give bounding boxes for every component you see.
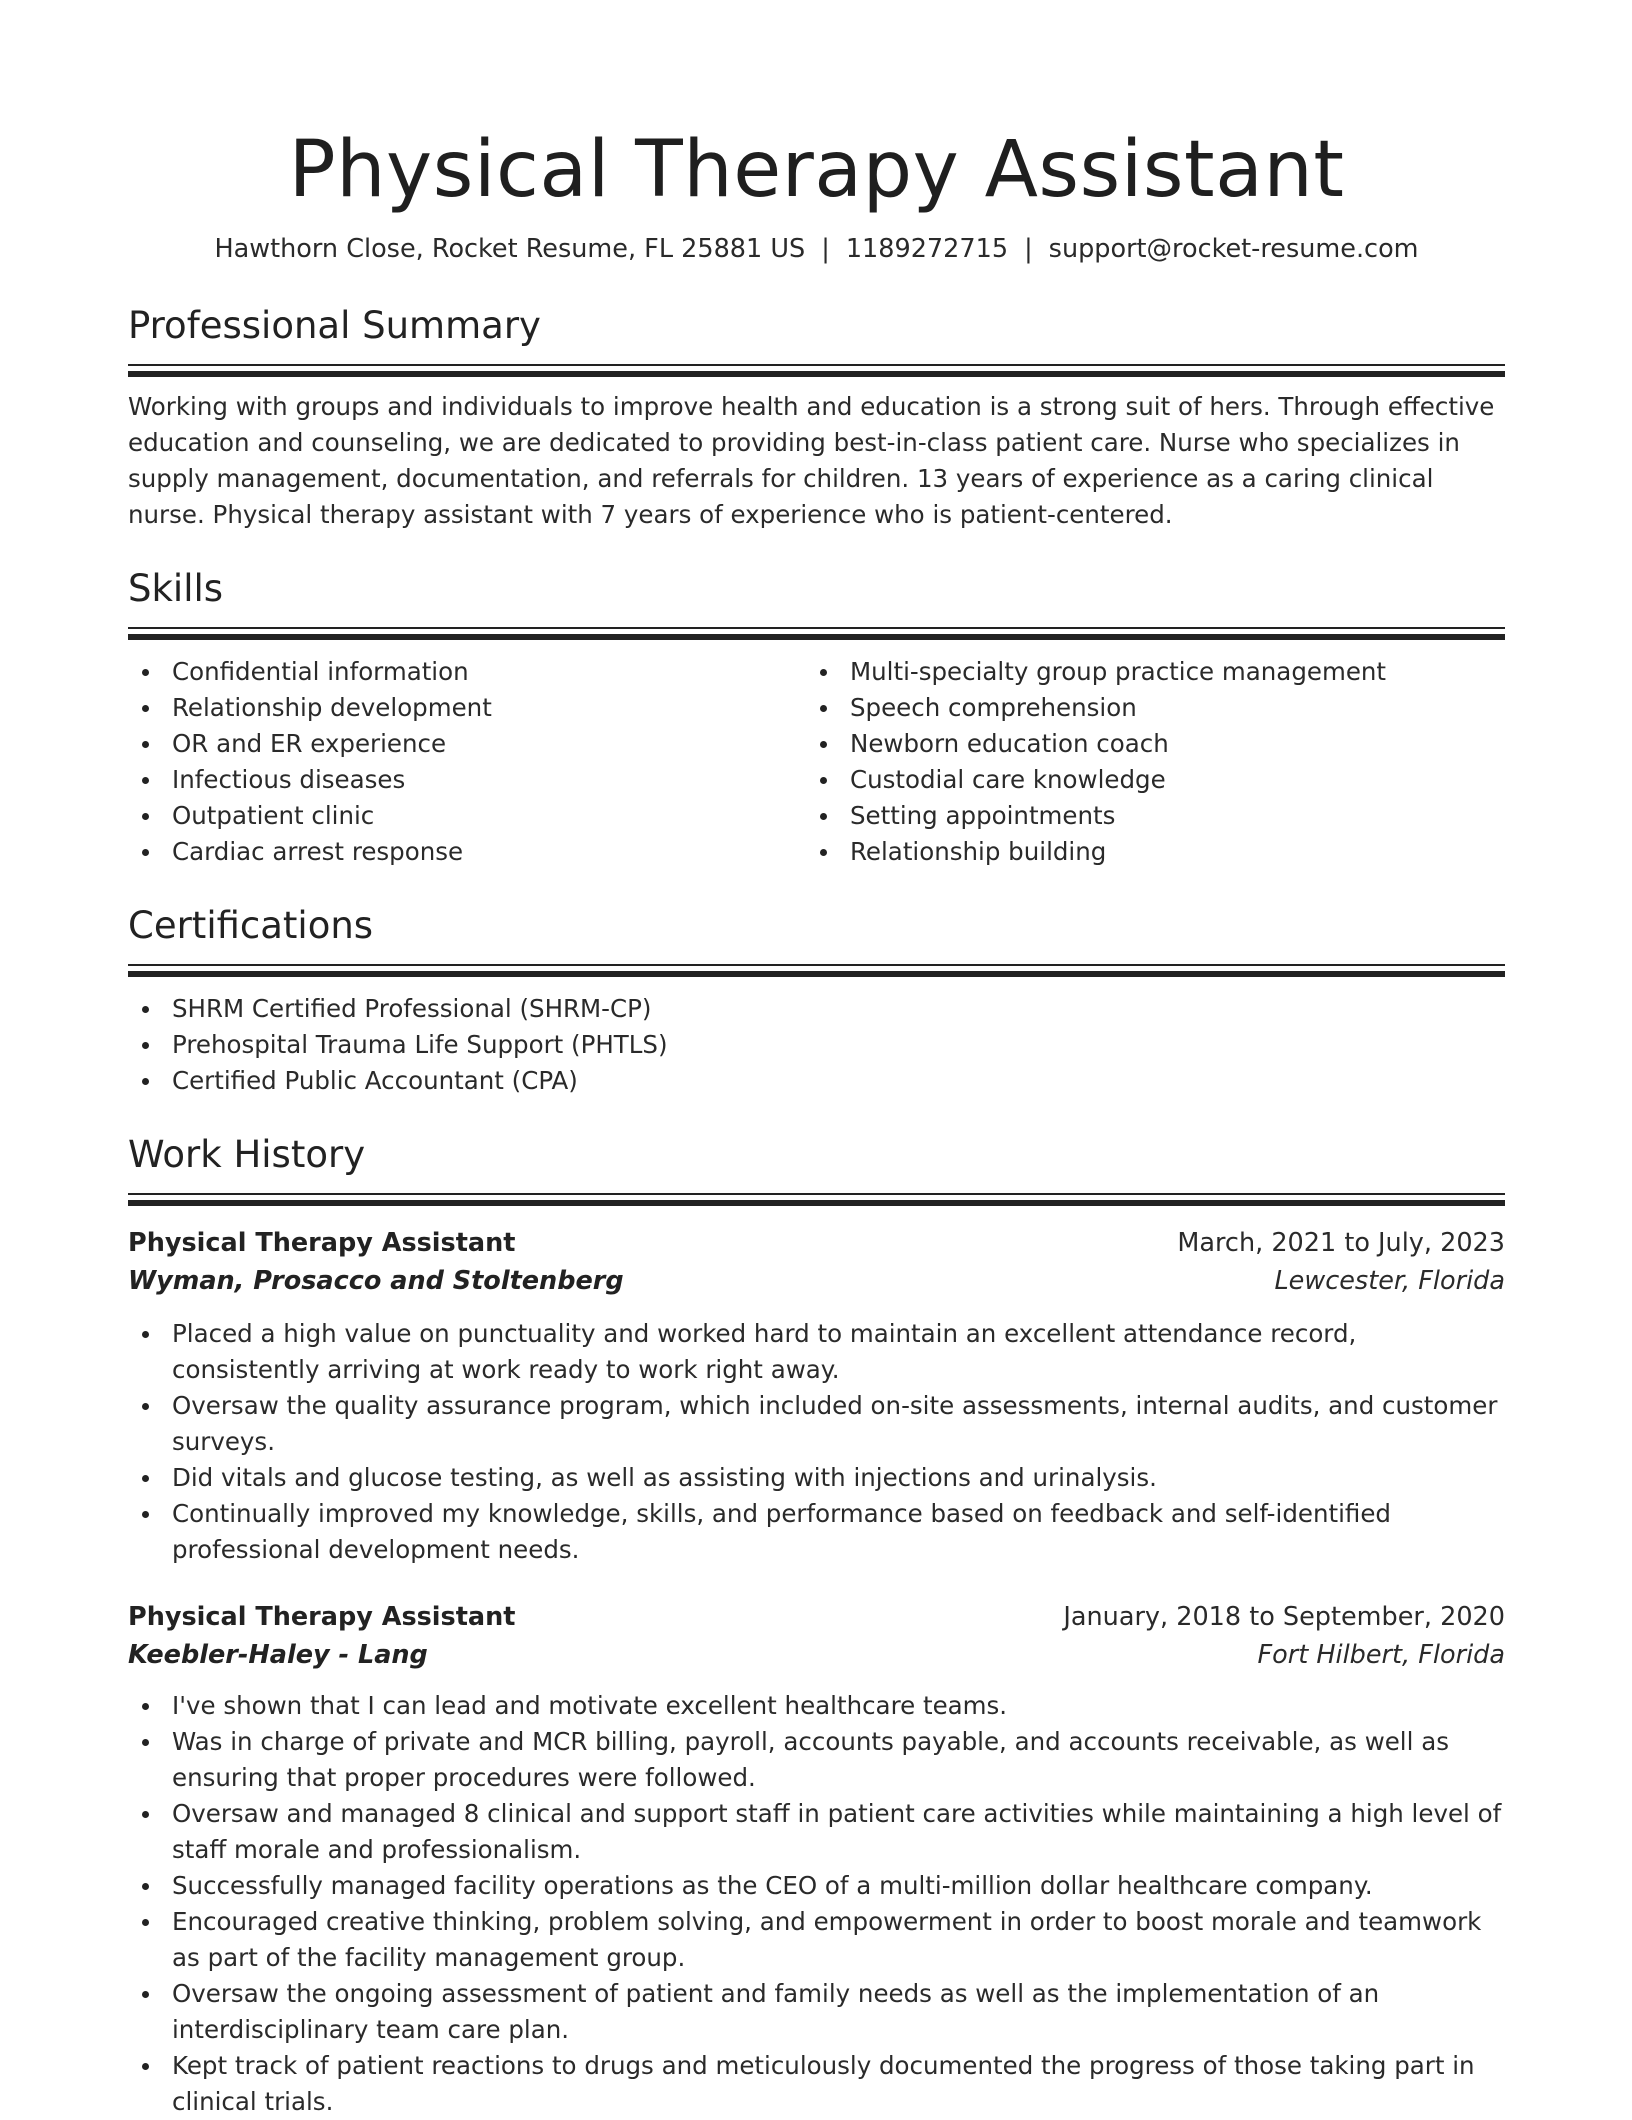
list-item: Outpatient clinic [128, 798, 806, 834]
candidate-name: Physical Therapy Assistant [288, 125, 1345, 215]
list-item: Placed a high value on punctuality and worked hard to maintain an excellent attendance record, consistently arriving at work ready to work right away. [128, 1316, 1505, 1388]
work-history-heading: Work History [128, 1133, 366, 1176]
job-header [128, 1598, 1505, 1636]
summary-section [128, 302, 1505, 533]
certifications-list [128, 991, 1505, 1099]
list-item: Encouraged creative thinking, problem solving, and empowerment in order to boost morale and teamwork as part of the facility management group. [128, 1904, 1505, 1976]
list-item: OR and ER experience [128, 726, 806, 762]
list-item: Continually improved my knowledge, skills, and performance based on feedback and self-identified professional development needs. [128, 1496, 1505, 1568]
job-title: Physical Therapy Assistant [128, 1602, 516, 1632]
list-item: Successfully managed facility operations as the CEO of a multi-million dollar healthcare company. [128, 1868, 1505, 1904]
list-item: Newborn education coach [806, 726, 1484, 762]
job-entry [128, 1598, 1505, 2120]
job-title: Physical Therapy Assistant [128, 1228, 516, 1258]
certifications-heading: Certifications [128, 904, 374, 947]
list-item: Custodial care knowledge [806, 762, 1484, 798]
phone: 1189272715 [845, 234, 1009, 264]
list-item: Speech comprehension [806, 690, 1484, 726]
job-bullets [128, 1688, 1505, 2120]
job-bullets [128, 1316, 1505, 1568]
section-divider [128, 364, 1505, 377]
job-location: Fort Hilbert, Florida [1257, 1640, 1505, 1670]
summary-heading: Professional Summary [128, 304, 541, 347]
address: Hawthorn Close, Rocket Resume, FL 25881 US [214, 234, 806, 264]
resume-page [128, 0, 1505, 2120]
list-item: Relationship development [128, 690, 806, 726]
list-item: Certified Public Accountant (CPA) [128, 1063, 1505, 1099]
job-company: Wyman, Prosacco and Stoltenberg [128, 1266, 624, 1296]
work-history-section [128, 1131, 1505, 2120]
list-item: Kept track of patient reactions to drugs and meticulously documented the progress of those taking part in clinical trials. [128, 2048, 1505, 2120]
skills-heading: Skills [128, 567, 224, 610]
contact-separator: | [1024, 234, 1033, 264]
skills-list-left [128, 654, 806, 870]
list-item: Cardiac arrest response [128, 834, 806, 870]
job-dates: January, 2018 to September, 2020 [1063, 1602, 1505, 1632]
job-subheader [128, 1636, 1505, 1674]
list-item: SHRM Certified Professional (SHRM-CP) [128, 991, 1505, 1027]
list-item: Oversaw and managed 8 clinical and support staff in patient care activities while maintaining a high level of staff morale and professionalism. [128, 1796, 1505, 1868]
skills-section [128, 565, 1505, 870]
list-item: Setting appointments [806, 798, 1484, 834]
job-dates: March, 2021 to July, 2023 [1177, 1228, 1505, 1258]
section-divider [128, 1193, 1505, 1206]
list-item: Multi-specialty group practice management [806, 654, 1484, 690]
section-divider [128, 964, 1505, 977]
job-location: Lewcester, Florida [1274, 1266, 1505, 1296]
list-item: Did vitals and glucose testing, as well as assisting with injections and urinalysis. [128, 1460, 1505, 1496]
job-header [128, 1224, 1505, 1262]
job-company: Keebler-Haley - Lang [128, 1640, 428, 1670]
job-entry [128, 1224, 1505, 1568]
summary-text: Working with groups and individuals to improve health and education is a strong suit of hers. Through effective education and counseling, we are dedicated to providing best-in-class patient care. Nurse who specializes in supply management, documentation, and referrals for children. 13 years of experience as a caring clinical nurse. Physical therapy assistant with 7 years of experience who is patient-centered. [128, 392, 1495, 529]
skills-grid [128, 654, 1505, 870]
list-item: I've shown that I can lead and motivate excellent healthcare teams. [128, 1688, 1505, 1724]
list-item: Prehospital Trauma Life Support (PHTLS) [128, 1027, 1505, 1063]
skills-list-right [806, 654, 1484, 870]
email-link[interactable]: support@rocket-resume.com [1048, 234, 1419, 264]
certifications-section [128, 902, 1505, 1099]
contact-line [128, 232, 1505, 266]
list-item: Relationship building [806, 834, 1484, 870]
job-subheader [128, 1262, 1505, 1300]
list-item: Oversaw the quality assurance program, which included on-site assessments, internal audits, and customer surveys. [128, 1388, 1505, 1460]
list-item: Infectious diseases [128, 762, 806, 798]
section-divider [128, 627, 1505, 640]
list-item: Oversaw the ongoing assessment of patient and family needs as well as the implementation of an interdisciplinary team care plan. [128, 1976, 1505, 2048]
list-item: Confidential information [128, 654, 806, 690]
contact-separator: | [821, 234, 830, 264]
list-item: Was in charge of private and MCR billing, payroll, accounts payable, and accounts receivable, as well as ensuring that proper procedures were followed. [128, 1724, 1505, 1796]
